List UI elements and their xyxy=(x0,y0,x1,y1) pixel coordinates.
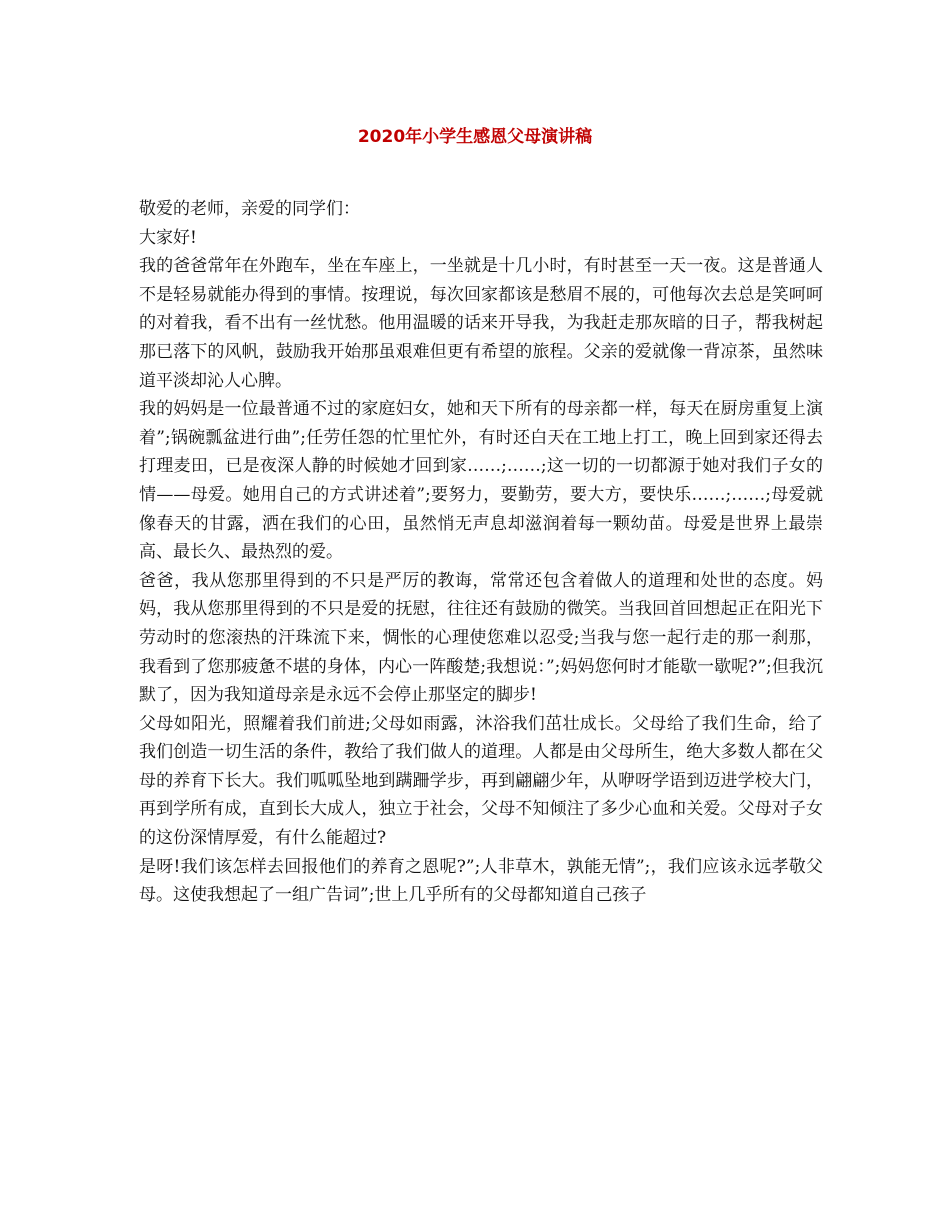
paragraph-repay: 是呀!我们该怎样去回报他们的养育之恩呢?”;人非草木，孰能无情”;，我们应该永远孝敬父母。这使我想起了一组广告词”;世上几乎所有的父母都知道自己孩子 xyxy=(139,856,823,906)
document-body xyxy=(139,195,823,910)
paragraph-parents-like-sunshine: 父母如阳光，照耀着我们前进;父母如雨露，沐浴我们茁壮成长。父母给了我们生命，给了我们创造一切生活的条件，教给了我们做人的道理。人都是由父母所生，绝大多数人都在父母的养育下长大。我们呱呱坠地到蹒跚学步，再到翩翩少年，从咿呀学语到迈进学校大门，再到学所有成，直到长大成人，独立于社会，父母不知倾注了多少心血和关爱。父母对子女的这份深情厚爱，有什么能超过? xyxy=(139,713,823,849)
paragraph-reflection: 爸爸，我从您那里得到的不只是严厉的教诲，常常还包含着做人的道理和处世的态度。妈妈，我从您那里得到的不只是爱的抚慰，往往还有鼓励的微笑。当我回首回想起正在阳光下劳动时的您滚热的汗珠流下来，惆怅的心理使您难以忍受;当我与您一起行走的那一刹那，我看到了您那疲惫不堪的身体，内心一阵酸楚;我想说：”;妈妈您何时才能歇一歇呢?”;但我沉默了，因为我知道母亲是永远不会停止那坚定的脚步! xyxy=(139,570,823,706)
paragraph-mother: 我的妈妈是一位最普通不过的家庭妇女，她和天下所有的母亲都一样，每天在厨房重复上演着”;锅碗瓢盆进行曲”;任劳任怨的忙里忙外，有时还白天在工地上打工，晚上回到家还得去打理麦田，已是夜深人静的时候她才回到家……;……;这一切的一切都源于她对我们子女的情——母爱。她用自己的方式讲述着”;要努力，要勤劳，要大方，要快乐……;……;母爱就像春天的甘露，洒在我们的心田，虽然悄无声息却滋润着每一颗幼苗。母爱是世界上最崇高、最长久、最热烈的爱。 xyxy=(139,399,823,563)
paragraph-salutation: 敬爱的老师，亲爱的同学们： xyxy=(139,199,360,219)
paragraph-father: 我的爸爸常年在外跑车，坐在车座上，一坐就是十几小时，有时甚至一天一夜。这是普通人不是轻易就能办得到的事情。按理说，每次回家都该是愁眉不展的，可他每次去总是笑呵呵的对着我，看不出有一丝忧愁。他用温暖的话来开导我，为我赶走那灰暗的日子，帮我树起那已落下的风帆，鼓励我开始那虽艰难但更有希望的旅程。父亲的爱就像一背凉茶，虽然味道平淡却沁人心脾。 xyxy=(139,256,823,391)
paragraph-greeting: 大家好! xyxy=(139,227,197,248)
document-title: 2020年小学生感恩父母演讲稿 xyxy=(357,127,593,147)
